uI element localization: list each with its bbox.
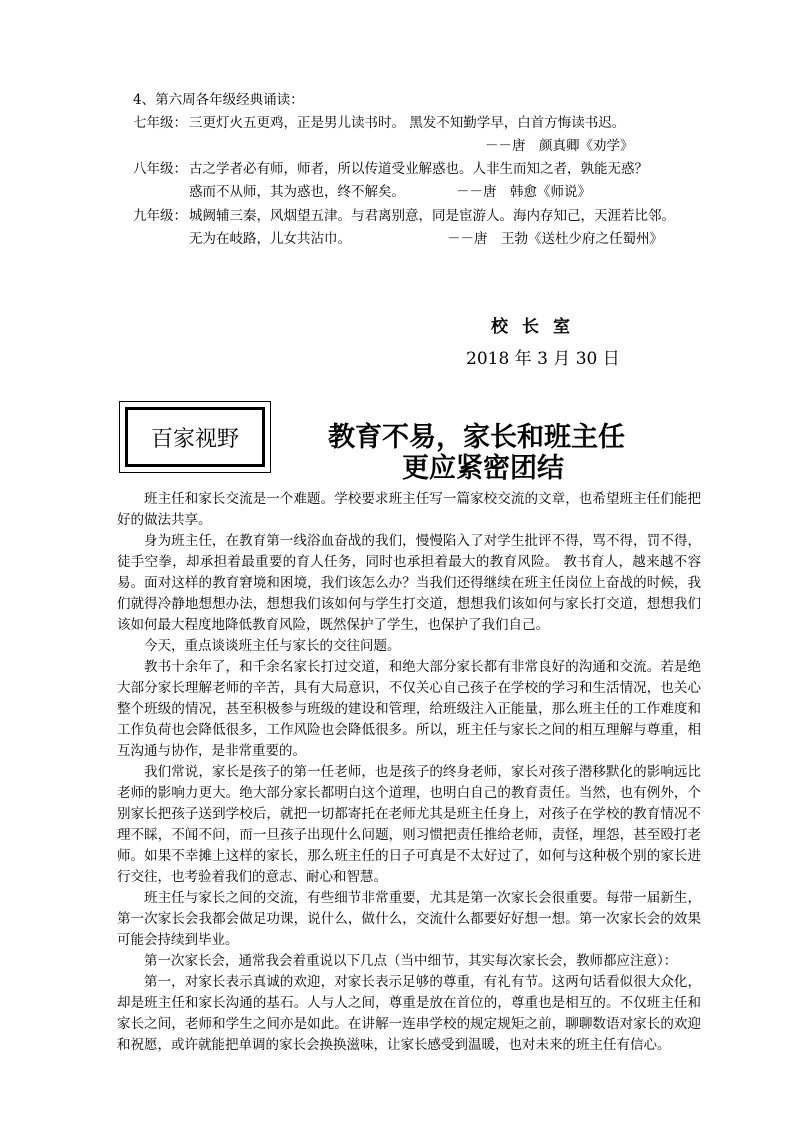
grade9-poem-line-2: 无为在岐路，儿女共沾巾。 (189, 231, 351, 247)
grade7-label: 七年级： (133, 115, 187, 131)
article-title-line-1: 教育不易，家长和班主任 (328, 422, 625, 453)
section-tag: 百家视野 (125, 407, 265, 467)
signature-office: 校长室 (491, 317, 584, 337)
grade7-poem-line: 三更灯火五更鸡，正是男儿读书时。 黑发不知勤学早，白首方悔读书迟。 (189, 115, 626, 131)
article-paragraph: 第一次家长会，通常我会着重说以下几点（当中细节，其实每次家长会，教师都应注意）： (144, 953, 678, 969)
grade8-poem-line-2: 惑而不从师，其为惑也，终不解矣。 (189, 184, 405, 200)
article-paragraph: 身为班主任，在教育第一线浴血奋战的我们，慢慢陷入了对学生批评不得，骂不得，罚不得，徒手空拳，却承担着最重要的育人任务，同时也承担着最大的教育风险。 教书育人，越来越不容易。面对这样的教育窘境和困境，我们该怎么办？当我们还得继续在班主任岗位上奋战的时候，我们就得冷静地想想办法，想想我们该如何与学生打交道，想想我们该如何与家长打交道，想想我们该如何最大程度地降低教育风险，既然保护了学生，也保护了我们自己。 (117, 533, 701, 633)
grade8-poem-line: 古之学者必有师，师者，所以传道受业解惑也。人非生而知之者，孰能无惑？ (189, 161, 648, 177)
article-paragraph: 班主任和家长交流是一个难题。学校要求班主任写一篇家校交流的文章，也希望班主任们能把好的做法共享。 (117, 491, 701, 528)
article-paragraph: 班主任与家长之间的交流，有些细节非常重要，尤其是第一次家长会很重要。每带一届新生，第一次家长会我都会做足功课，说什么，做什么，交流什么都要好好想一想。第一次家长会的效果可能会持续到毕业。 (117, 890, 701, 948)
article-title-line-2: 更应紧密团结 (402, 453, 564, 484)
signature-date: 2018 年 3 月 30 日 (466, 349, 620, 369)
grade9-poem-line: 城阙辅三秦，风烟望五津。与君离别意，同是宦游人。海内存知己，天涯若比邻。 (189, 208, 675, 224)
grade8-label: 八年级： (133, 161, 187, 177)
poetry-heading: 4、第六周各年级经典诵读： (133, 92, 304, 108)
grade8-source: －－唐 韩愈《师说》 (456, 184, 591, 200)
grade9-source: －－唐 王勃《送杜少府之任蜀州》 (447, 231, 663, 247)
article-paragraph: 教书十余年了，和千余名家长打过交道，和绝大部分家长都有非常良好的沟通和交流。若是绝大部分家长理解老师的辛苦，具有大局意识，不仅关心自己孩子在学校的学习和生活情况，也关心整个班级的情况，甚至积极参与班级的建设和管理，给班级注入正能量，那么班主任的工作难度和工作负荷也会降低很多，工作风险也会降低很多。所以，班主任与家长之间的相互理解与尊重，相互沟通与协作，是非常重要的。 (117, 659, 701, 759)
article-paragraph: 我们常说，家长是孩子的第一任老师，也是孩子的终身老师，家长对孩子潜移默化的影响远比老师的影响力更大。绝大部分家长都明白这个道理，也明白自己的教育责任。当然，也有例外，个别家长把孩子送到学校后，就把一切都寄托在老师尤其是班主任身上，对孩子在学校的教育情况不理不睬，不闻不问，而一旦孩子出现什么问题，则习惯把责任推给老师，责怪，埋怨，甚至殴打老师。如果不幸摊上这样的家长，那么班主任的日子可真是不太好过了，如何与这种极个别的家长进行交往，也考验着我们的意志、耐心和智慧。 (117, 764, 701, 885)
grade7-source: －－唐 颜真卿《劝学》 (485, 138, 634, 154)
article-paragraph: 第一，对家长表示真诚的欢迎，对家长表示足够的尊重，有礼有节。这两句话看似很大众化，却是班主任和家长沟通的基石。人与人之间，尊重是放在首位的，尊重也是相互的。不仅班主任和家长之间，老师和学生之间亦是如此。在讲解一连串学校的规定规矩之前，聊聊数语对家长的欢迎和祝愿，或许就能把单调的家长会换换滋味，让家长感受到温暖，也对未来的班主任有信心。 (117, 974, 701, 1053)
grade9-label: 九年级： (133, 208, 187, 224)
article-paragraph: 今天，重点谈谈班主任与家长的交往问题。 (144, 638, 401, 654)
section-tag-box (119, 401, 271, 473)
article-body (117, 489, 701, 1056)
